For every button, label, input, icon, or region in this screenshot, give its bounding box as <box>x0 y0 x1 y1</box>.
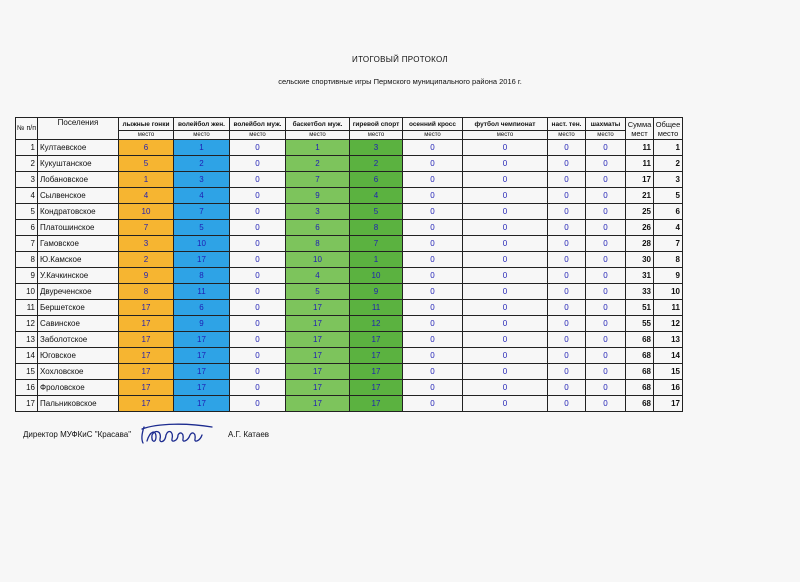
overall-place-cell: 5 <box>654 188 683 204</box>
settlement-name: Бершетское <box>38 300 119 316</box>
sum-cell: 68 <box>626 380 654 396</box>
event-header: осенний кросс <box>403 118 463 131</box>
place-cell: 5 <box>119 156 174 172</box>
place-cell: 0 <box>463 204 548 220</box>
settlement-name: Сылвенское <box>38 188 119 204</box>
event-header: гиревой спорт <box>350 118 403 131</box>
place-cell: 17 <box>350 332 403 348</box>
row-number: 11 <box>16 300 38 316</box>
place-cell: 0 <box>403 220 463 236</box>
place-cell: 0 <box>586 172 626 188</box>
overall-place-cell: 12 <box>654 316 683 332</box>
place-cell: 0 <box>463 220 548 236</box>
place-cell: 17 <box>286 348 350 364</box>
place-cell: 0 <box>548 140 586 156</box>
place-cell: 8 <box>286 236 350 252</box>
place-label: место <box>548 131 586 140</box>
place-cell: 1 <box>286 140 350 156</box>
place-cell: 0 <box>463 348 548 364</box>
overall-place-cell: 13 <box>654 332 683 348</box>
place-cell: 0 <box>403 396 463 412</box>
place-cell: 9 <box>286 188 350 204</box>
place-cell: 0 <box>586 188 626 204</box>
table-row <box>16 268 683 284</box>
place-cell: 5 <box>286 284 350 300</box>
overall-place-cell: 14 <box>654 348 683 364</box>
sum-cell: 17 <box>626 172 654 188</box>
place-cell: 0 <box>548 284 586 300</box>
place-cell: 0 <box>403 380 463 396</box>
table-row <box>16 396 683 412</box>
row-number: 8 <box>16 252 38 268</box>
place-cell: 0 <box>230 220 286 236</box>
signer-name: А.Г. Катаев <box>228 430 270 439</box>
place-cell: 1 <box>119 172 174 188</box>
place-cell: 6 <box>286 220 350 236</box>
table-row <box>16 380 683 396</box>
place-cell: 10 <box>119 204 174 220</box>
place-cell: 0 <box>463 188 548 204</box>
place-cell: 0 <box>403 236 463 252</box>
place-cell: 17 <box>119 300 174 316</box>
settlement-name: Лобановское <box>38 172 119 188</box>
place-cell: 0 <box>463 252 548 268</box>
settlement-name: Ю.Камское <box>38 252 119 268</box>
table-row <box>16 316 683 332</box>
place-cell: 0 <box>586 268 626 284</box>
table-row <box>16 364 683 380</box>
sum-cell: 11 <box>626 140 654 156</box>
results-body <box>16 140 683 412</box>
table-row <box>16 188 683 204</box>
overall-place-cell: 4 <box>654 220 683 236</box>
row-number: 7 <box>16 236 38 252</box>
table-row <box>16 236 683 252</box>
row-number: 17 <box>16 396 38 412</box>
row-number: 10 <box>16 284 38 300</box>
director-label: Директор МУФКиС "Красава" <box>23 430 132 439</box>
overall-place-cell: 11 <box>654 300 683 316</box>
place-cell: 0 <box>463 380 548 396</box>
place-cell: 0 <box>548 156 586 172</box>
place-cell: 11 <box>350 300 403 316</box>
place-cell: 17 <box>119 348 174 364</box>
place-label: место <box>403 131 463 140</box>
sum-cell: 68 <box>626 332 654 348</box>
place-cell: 5 <box>174 220 230 236</box>
place-cell: 0 <box>586 284 626 300</box>
place-cell: 0 <box>403 156 463 172</box>
place-cell: 0 <box>586 300 626 316</box>
overall-place-cell: 10 <box>654 284 683 300</box>
place-cell: 0 <box>586 204 626 220</box>
protocol-title: ИТОГОВЫЙ ПРОТОКОЛ <box>352 55 448 64</box>
place-cell: 1 <box>350 252 403 268</box>
place-cell: 0 <box>463 332 548 348</box>
place-cell: 0 <box>403 268 463 284</box>
place-cell: 0 <box>463 364 548 380</box>
place-cell: 0 <box>586 364 626 380</box>
place-cell: 3 <box>286 204 350 220</box>
place-cell: 4 <box>174 188 230 204</box>
settlement-name: Хохловское <box>38 364 119 380</box>
sum-cell: 68 <box>626 348 654 364</box>
place-cell: 17 <box>286 364 350 380</box>
place-cell: 2 <box>119 252 174 268</box>
place-cell: 0 <box>230 188 286 204</box>
sum-cell: 68 <box>626 396 654 412</box>
place-cell: 0 <box>586 380 626 396</box>
settlement-header: Поселения <box>38 118 119 140</box>
place-cell: 0 <box>463 172 548 188</box>
place-label: место <box>174 131 230 140</box>
settlement-name: Гамовское <box>38 236 119 252</box>
table-row <box>16 300 683 316</box>
sum-cell: 68 <box>626 364 654 380</box>
place-cell: 2 <box>350 156 403 172</box>
row-number: 9 <box>16 268 38 284</box>
row-number: 6 <box>16 220 38 236</box>
place-cell: 0 <box>463 396 548 412</box>
place-cell: 17 <box>174 252 230 268</box>
place-cell: 17 <box>286 300 350 316</box>
sum-cell: 21 <box>626 188 654 204</box>
place-cell: 3 <box>174 172 230 188</box>
place-cell: 9 <box>350 284 403 300</box>
place-cell: 12 <box>350 316 403 332</box>
sum-header: Сумма мест <box>626 118 654 140</box>
place-cell: 6 <box>174 300 230 316</box>
place-cell: 0 <box>548 332 586 348</box>
place-cell: 10 <box>350 268 403 284</box>
place-cell: 0 <box>586 316 626 332</box>
place-cell: 2 <box>286 156 350 172</box>
place-cell: 0 <box>548 204 586 220</box>
place-cell: 17 <box>174 364 230 380</box>
place-cell: 0 <box>548 364 586 380</box>
event-header: баскетбол муж. <box>286 118 350 131</box>
place-cell: 0 <box>230 156 286 172</box>
settlement-name: Кондратовское <box>38 204 119 220</box>
place-cell: 17 <box>119 316 174 332</box>
place-cell: 0 <box>548 268 586 284</box>
place-cell: 0 <box>548 396 586 412</box>
row-number: 12 <box>16 316 38 332</box>
event-header: наст. тен. <box>548 118 586 131</box>
overall-place-cell: 15 <box>654 364 683 380</box>
table-row <box>16 284 683 300</box>
place-cell: 0 <box>230 300 286 316</box>
place-cell: 0 <box>230 252 286 268</box>
place-cell: 7 <box>286 172 350 188</box>
overall-place-cell: 3 <box>654 172 683 188</box>
event-header: шахматы <box>586 118 626 131</box>
sum-cell: 51 <box>626 300 654 316</box>
results-table <box>15 117 683 412</box>
row-number: 15 <box>16 364 38 380</box>
place-cell: 0 <box>403 300 463 316</box>
place-cell: 0 <box>586 236 626 252</box>
place-label: место <box>119 131 174 140</box>
num-header: № п/п <box>16 118 38 140</box>
place-cell: 17 <box>174 348 230 364</box>
place-cell: 17 <box>174 332 230 348</box>
row-number: 14 <box>16 348 38 364</box>
sum-cell: 33 <box>626 284 654 300</box>
overall-place-cell: 8 <box>654 252 683 268</box>
row-number: 16 <box>16 380 38 396</box>
place-cell: 0 <box>548 220 586 236</box>
place-cell: 0 <box>548 172 586 188</box>
place-cell: 7 <box>119 220 174 236</box>
sum-cell: 55 <box>626 316 654 332</box>
overall-place-cell: 2 <box>654 156 683 172</box>
place-cell: 7 <box>350 236 403 252</box>
place-cell: 2 <box>174 156 230 172</box>
table-row <box>16 220 683 236</box>
place-cell: 8 <box>174 268 230 284</box>
overall-place-cell: 7 <box>654 236 683 252</box>
place-cell: 0 <box>230 364 286 380</box>
place-cell: 0 <box>230 140 286 156</box>
place-cell: 10 <box>174 236 230 252</box>
place-cell: 0 <box>403 140 463 156</box>
place-cell: 0 <box>230 268 286 284</box>
place-cell: 6 <box>350 172 403 188</box>
settlement-name: Савинское <box>38 316 119 332</box>
place-cell: 0 <box>586 156 626 172</box>
place-cell: 4 <box>119 188 174 204</box>
place-cell: 0 <box>463 300 548 316</box>
place-cell: 0 <box>586 220 626 236</box>
sum-cell: 11 <box>626 156 654 172</box>
place-cell: 17 <box>174 380 230 396</box>
place-cell: 17 <box>174 396 230 412</box>
place-label: место <box>586 131 626 140</box>
place-cell: 0 <box>463 284 548 300</box>
row-number: 3 <box>16 172 38 188</box>
place-cell: 17 <box>350 348 403 364</box>
sum-cell: 31 <box>626 268 654 284</box>
table-row <box>16 140 683 156</box>
settlement-name: Заболотское <box>38 332 119 348</box>
place-label: место <box>286 131 350 140</box>
overall-place-cell: 17 <box>654 396 683 412</box>
place-cell: 9 <box>119 268 174 284</box>
row-number: 2 <box>16 156 38 172</box>
place-cell: 0 <box>230 380 286 396</box>
place-cell: 17 <box>119 332 174 348</box>
place-cell: 0 <box>548 380 586 396</box>
place-cell: 0 <box>586 140 626 156</box>
place-cell: 0 <box>548 316 586 332</box>
place-cell: 0 <box>586 348 626 364</box>
place-cell: 17 <box>119 396 174 412</box>
place-cell: 0 <box>403 332 463 348</box>
place-cell: 0 <box>230 204 286 220</box>
table-row <box>16 252 683 268</box>
place-cell: 17 <box>350 364 403 380</box>
place-cell: 0 <box>403 364 463 380</box>
place-cell: 1 <box>174 140 230 156</box>
place-cell: 0 <box>548 236 586 252</box>
place-cell: 0 <box>586 252 626 268</box>
place-cell: 0 <box>586 396 626 412</box>
place-cell: 0 <box>548 252 586 268</box>
place-cell: 0 <box>403 348 463 364</box>
place-cell: 4 <box>286 268 350 284</box>
settlement-name: Двуреченское <box>38 284 119 300</box>
table-row <box>16 332 683 348</box>
row-number: 1 <box>16 140 38 156</box>
place-cell: 5 <box>350 204 403 220</box>
place-cell: 0 <box>586 332 626 348</box>
settlement-name: Платошинское <box>38 220 119 236</box>
place-label: место <box>463 131 548 140</box>
place-cell: 8 <box>119 284 174 300</box>
place-cell: 0 <box>403 188 463 204</box>
place-cell: 17 <box>350 380 403 396</box>
settlement-name: Култаевское <box>38 140 119 156</box>
place-cell: 0 <box>403 204 463 220</box>
header-row <box>16 118 683 131</box>
table-row <box>16 348 683 364</box>
place-cell: 9 <box>174 316 230 332</box>
place-cell: 17 <box>350 396 403 412</box>
overall-header: Общее место <box>654 118 683 140</box>
event-header: волейбол жен. <box>174 118 230 131</box>
sum-cell: 26 <box>626 220 654 236</box>
sum-cell: 28 <box>626 236 654 252</box>
overall-place-cell: 1 <box>654 140 683 156</box>
row-number: 5 <box>16 204 38 220</box>
overall-place-cell: 16 <box>654 380 683 396</box>
table-row <box>16 204 683 220</box>
place-cell: 0 <box>548 188 586 204</box>
place-cell: 4 <box>350 188 403 204</box>
place-cell: 0 <box>463 316 548 332</box>
place-cell: 0 <box>230 284 286 300</box>
event-header: волейбол муж. <box>230 118 286 131</box>
place-cell: 0 <box>403 316 463 332</box>
place-cell: 0 <box>548 348 586 364</box>
place-cell: 0 <box>403 172 463 188</box>
place-cell: 17 <box>286 316 350 332</box>
place-cell: 0 <box>230 348 286 364</box>
settlement-name: Фроловское <box>38 380 119 396</box>
overall-place-cell: 9 <box>654 268 683 284</box>
place-label: место <box>230 131 286 140</box>
place-cell: 0 <box>403 252 463 268</box>
place-cell: 8 <box>350 220 403 236</box>
protocol-subtitle: сельские спортивные игры Пермского муниципального района 2016 г. <box>278 77 522 86</box>
place-cell: 0 <box>463 140 548 156</box>
place-cell: 0 <box>230 332 286 348</box>
event-header: лыжные гонки <box>119 118 174 131</box>
place-cell: 0 <box>463 236 548 252</box>
settlement-name: Юговское <box>38 348 119 364</box>
place-cell: 7 <box>174 204 230 220</box>
place-cell: 6 <box>119 140 174 156</box>
place-cell: 0 <box>463 268 548 284</box>
place-cell: 17 <box>286 332 350 348</box>
settlement-name: У.Качкинское <box>38 268 119 284</box>
place-cell: 0 <box>463 156 548 172</box>
table-row <box>16 172 683 188</box>
event-header: футбол чемпионат <box>463 118 548 131</box>
place-cell: 0 <box>230 396 286 412</box>
place-cell: 0 <box>548 300 586 316</box>
place-cell: 0 <box>230 316 286 332</box>
place-cell: 10 <box>286 252 350 268</box>
place-cell: 17 <box>286 396 350 412</box>
signature-image <box>138 421 216 447</box>
place-cell: 17 <box>119 380 174 396</box>
place-cell: 17 <box>286 380 350 396</box>
place-cell: 3 <box>119 236 174 252</box>
place-cell: 3 <box>350 140 403 156</box>
overall-place-cell: 6 <box>654 204 683 220</box>
place-label: место <box>350 131 403 140</box>
sum-cell: 25 <box>626 204 654 220</box>
place-cell: 0 <box>403 284 463 300</box>
row-number: 4 <box>16 188 38 204</box>
settlement-name: Кукуштанское <box>38 156 119 172</box>
row-number: 13 <box>16 332 38 348</box>
place-cell: 0 <box>230 236 286 252</box>
table-row <box>16 156 683 172</box>
place-cell: 11 <box>174 284 230 300</box>
settlement-name: Пальниковское <box>38 396 119 412</box>
place-cell: 17 <box>119 364 174 380</box>
sum-cell: 30 <box>626 252 654 268</box>
place-cell: 0 <box>230 172 286 188</box>
